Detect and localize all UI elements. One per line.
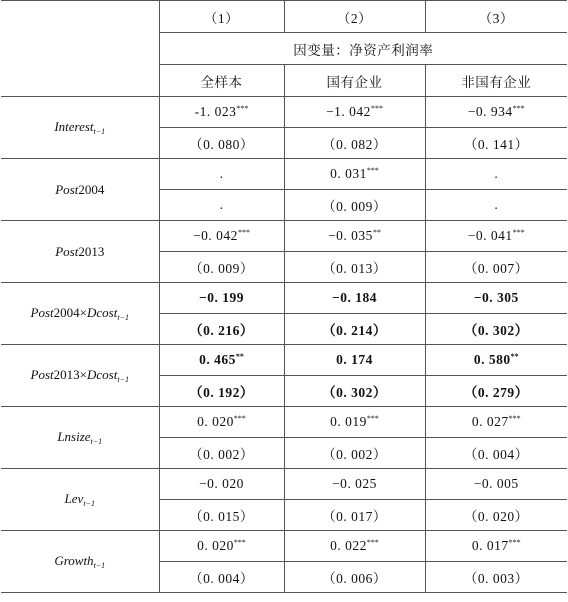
se-cell: （0. 214）	[284, 314, 425, 345]
se-cell: （0. 216）	[159, 314, 284, 345]
coef-row	[1, 531, 567, 562]
header-row-col-numbers	[1, 1, 567, 33]
coef-cell	[284, 469, 425, 500]
coef-value: 0. 027	[471, 414, 509, 429]
coef-cell	[284, 283, 425, 314]
significance-stars: ***	[237, 228, 250, 237]
sample-soe: 国有企业	[284, 65, 425, 97]
variable-name: Growth	[54, 553, 94, 568]
significance-stars: **	[510, 352, 519, 361]
se-cell: .	[159, 190, 284, 221]
coef-row	[1, 97, 567, 128]
significance-stars: ***	[366, 166, 379, 175]
variable-name-2: Dcost	[87, 305, 118, 320]
sample-non-soe: 非国有企业	[425, 65, 567, 97]
coef-cell	[284, 531, 425, 562]
coef-value: −0. 199	[199, 290, 244, 305]
significance-stars: ***	[512, 104, 525, 113]
significance-stars: ***	[233, 414, 246, 423]
variable-subscript: t−1	[90, 437, 103, 446]
coef-value: 0. 022	[330, 538, 367, 553]
col-number-2: （2）	[284, 1, 425, 33]
se-cell: （0. 006）	[284, 562, 425, 593]
coef-cell	[159, 345, 284, 376]
se-cell: （0. 082）	[284, 128, 425, 159]
variable-suffix: 2004	[78, 181, 105, 197]
coef-value: −0. 934	[467, 104, 513, 119]
coef-value: −0. 042	[193, 228, 238, 243]
coef-row	[1, 283, 567, 314]
significance-stars: **	[235, 352, 244, 361]
significance-stars: **	[372, 228, 381, 237]
coef-value: −0. 020	[199, 476, 244, 491]
coef-value: 0. 019	[330, 414, 367, 429]
coef-cell	[425, 221, 567, 252]
variable-label	[1, 221, 159, 283]
variable-label	[1, 97, 159, 159]
coef-cell	[159, 97, 284, 128]
variable-label	[1, 345, 159, 407]
variable-suffix: 2013×	[53, 367, 87, 382]
coef-value: −0. 305	[473, 290, 519, 305]
coef-cell	[425, 531, 567, 562]
regression-table	[1, 0, 567, 593]
variable-name: Post	[55, 181, 79, 197]
dependent-var-label: 因变量：净资产利润率	[159, 33, 567, 65]
coef-cell	[159, 283, 284, 314]
coef-cell	[425, 159, 567, 190]
significance-stars: ***	[236, 104, 249, 113]
variable-name: Post	[30, 305, 54, 320]
se-cell: （0. 302）	[425, 314, 567, 345]
significance-stars: ***	[370, 104, 383, 113]
variable-name: Lev	[64, 491, 84, 506]
variable-name: Interest	[54, 119, 94, 134]
variable-subscript: t−1	[83, 499, 95, 508]
coef-row	[1, 407, 567, 438]
coef-value: −1. 042	[326, 104, 371, 119]
variable-name: Post	[55, 243, 79, 259]
coef-value: 0. 017	[471, 538, 509, 553]
coef-cell	[425, 97, 567, 128]
coef-row	[1, 469, 567, 500]
variable-label	[1, 407, 159, 469]
coef-value: 0. 580	[473, 352, 511, 367]
significance-stars: ***	[508, 538, 521, 547]
variable-suffix: 2013	[78, 243, 105, 259]
coef-cell	[425, 469, 567, 500]
se-cell: （0. 017）	[284, 500, 425, 531]
se-cell: （0. 009）	[159, 252, 284, 283]
se-cell: （0. 141）	[425, 128, 567, 159]
coef-cell	[425, 345, 567, 376]
coef-cell	[284, 221, 425, 252]
coef-cell	[159, 407, 284, 438]
se-cell: （0. 192）	[159, 376, 284, 407]
variable-label	[1, 159, 159, 221]
se-cell: （0. 015）	[159, 500, 284, 531]
variable-label	[1, 469, 159, 531]
coef-value: −0. 035	[328, 228, 373, 243]
se-cell: （0. 279）	[425, 376, 567, 407]
coef-cell	[159, 221, 284, 252]
variable-label	[1, 531, 159, 593]
variable-name-2: Dcost	[87, 367, 118, 382]
coef-value: 0. 174	[336, 352, 373, 367]
se-cell: （0. 009）	[284, 190, 425, 221]
significance-stars: ***	[233, 538, 246, 547]
coef-value: .	[494, 166, 499, 181]
coef-row	[1, 159, 567, 190]
se-cell: （0. 020）	[425, 500, 567, 531]
coef-cell	[284, 407, 425, 438]
variable-subscript: t−1	[93, 561, 106, 570]
coef-value: -1. 023	[194, 104, 237, 119]
coef-value: .	[219, 166, 224, 181]
coef-value: 0. 020	[197, 538, 234, 553]
coef-cell	[284, 97, 425, 128]
coef-value: 0. 465	[199, 352, 236, 367]
coef-value: 0. 020	[197, 414, 234, 429]
se-cell: （0. 002）	[159, 438, 284, 469]
coef-value: −0. 184	[332, 290, 377, 305]
coef-value: 0. 031	[330, 166, 367, 181]
coef-row	[1, 345, 567, 376]
variable-subscript: t−1	[117, 375, 129, 384]
header-corner-cell	[1, 1, 159, 97]
variable-name: Post	[30, 367, 54, 382]
significance-stars: ***	[366, 538, 379, 547]
col-number-3: （3）	[425, 1, 567, 33]
se-cell: .	[425, 190, 567, 221]
se-cell: （0. 302）	[284, 376, 425, 407]
coef-cell	[159, 469, 284, 500]
coef-cell	[284, 345, 425, 376]
coef-value: −0. 005	[473, 476, 519, 491]
significance-stars: ***	[366, 414, 379, 423]
se-cell: （0. 002）	[284, 438, 425, 469]
se-cell: （0. 080）	[159, 128, 284, 159]
se-cell: （0. 007）	[425, 252, 567, 283]
coef-cell	[284, 159, 425, 190]
variable-label	[1, 283, 159, 345]
coef-value: −0. 041	[467, 228, 513, 243]
variable-name: Lnsize	[57, 429, 91, 444]
variable-subscript: t−1	[93, 127, 106, 136]
sample-full: 全样本	[159, 65, 284, 97]
se-cell: （0. 004）	[159, 562, 284, 593]
col-number-1: （1）	[159, 1, 284, 33]
significance-stars: ***	[508, 414, 521, 423]
variable-subscript: t−1	[117, 313, 129, 322]
coef-cell	[425, 407, 567, 438]
variable-suffix: 2004×	[53, 305, 87, 320]
se-cell: （0. 013）	[284, 252, 425, 283]
se-cell: （0. 003）	[425, 562, 567, 593]
coef-value: −0. 025	[332, 476, 377, 491]
coef-cell	[159, 531, 284, 562]
se-cell: （0. 004）	[425, 438, 567, 469]
coef-row	[1, 221, 567, 252]
coef-cell	[425, 283, 567, 314]
coef-cell	[159, 159, 284, 190]
significance-stars: ***	[512, 228, 525, 237]
